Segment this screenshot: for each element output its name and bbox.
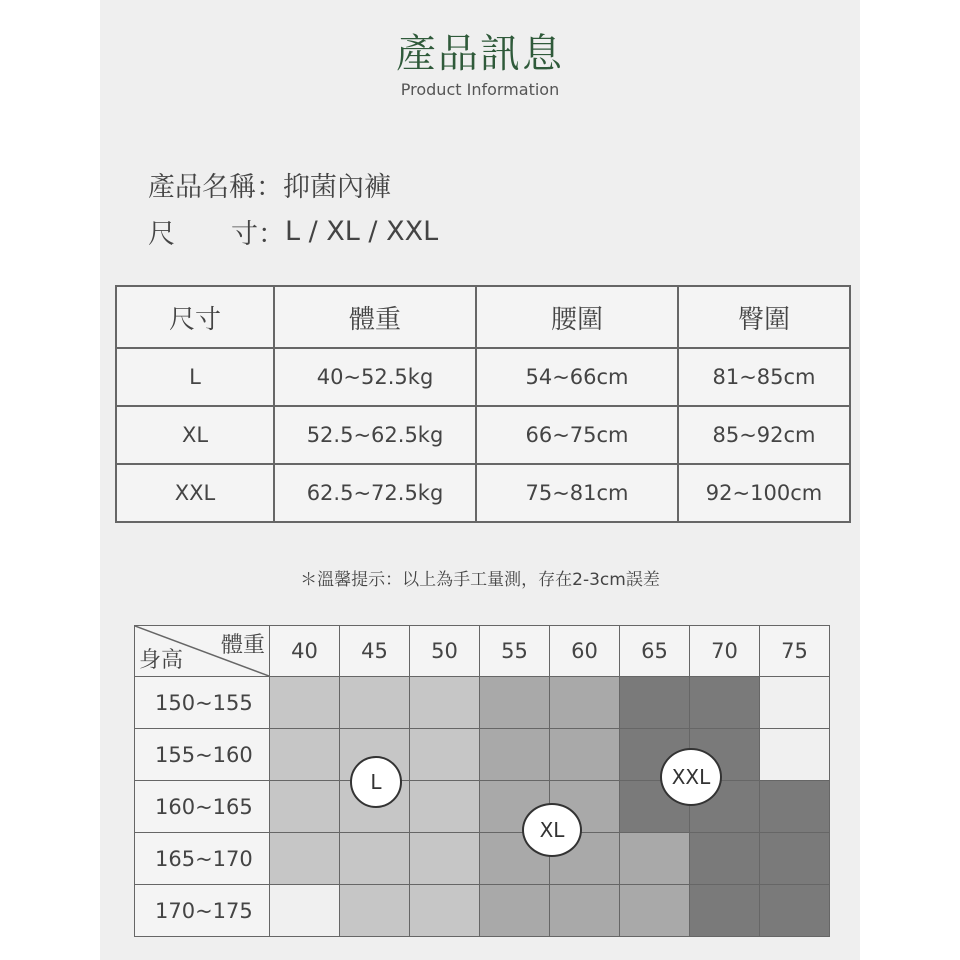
cell-size: XL	[116, 406, 274, 464]
table-row	[116, 464, 850, 522]
grid-header	[135, 626, 830, 677]
height-row-label: 165~170	[135, 833, 270, 885]
grid-cell	[270, 677, 340, 729]
cell-weight: 52.5~62.5kg	[274, 406, 476, 464]
measurement-note: ＊溫馨提示：以上為手工量測，存在2-3cm誤差	[300, 570, 660, 590]
cell-hip: 92~100cm	[678, 464, 850, 522]
grid-corner	[135, 626, 270, 677]
grid-row	[135, 833, 830, 885]
page-title: 產品訊息	[396, 31, 564, 77]
height-row-label: 170~175	[135, 885, 270, 937]
cell-weight: 62.5~72.5kg	[274, 464, 476, 522]
header-weight: 體重	[274, 286, 476, 348]
grid-cell	[760, 781, 830, 833]
grid-cell	[620, 677, 690, 729]
weight-col-header: 55	[480, 626, 550, 677]
cell-weight: 40~52.5kg	[274, 348, 476, 406]
grid-cell	[690, 833, 760, 885]
weight-col-header: 60	[550, 626, 620, 677]
header-size: 尺寸	[116, 286, 274, 348]
grid-cell	[760, 729, 830, 781]
cell-hip: 81~85cm	[678, 348, 850, 406]
weight-col-header: 50	[410, 626, 480, 677]
cell-hip: 85~92cm	[678, 406, 850, 464]
grid-cell	[760, 885, 830, 937]
grid-cell	[550, 729, 620, 781]
product-size-label	[148, 212, 285, 251]
size-badge-xl: XL	[522, 803, 582, 857]
grid-row	[135, 885, 830, 937]
grid-cell	[690, 677, 760, 729]
grid-cell	[410, 677, 480, 729]
grid-cell	[270, 833, 340, 885]
weight-col-header: 65	[620, 626, 690, 677]
grid-cell	[270, 885, 340, 937]
product-size-label-b: 寸：	[231, 219, 285, 250]
corner-height-label: 身高	[139, 648, 184, 673]
size-table-header	[116, 286, 850, 348]
product-name-row	[148, 165, 391, 204]
product-name-value: 抑菌內褲	[283, 172, 391, 203]
grid-row	[135, 729, 830, 781]
cell-waist: 75~81cm	[476, 464, 678, 522]
product-size-row	[148, 212, 438, 251]
header-waist: 腰圍	[476, 286, 678, 348]
grid-cell	[760, 833, 830, 885]
grid-cell	[480, 885, 550, 937]
grid-cell	[410, 833, 480, 885]
size-grid	[134, 625, 830, 937]
page-subtitle: Product Information	[400, 80, 560, 99]
size-table	[115, 285, 851, 523]
grid-cell	[410, 729, 480, 781]
height-row-label: 155~160	[135, 729, 270, 781]
product-size-value: L / XL / XXL	[285, 216, 439, 247]
table-row	[116, 348, 850, 406]
grid-cell	[340, 885, 410, 937]
grid-cell	[270, 781, 340, 833]
grid-cell	[410, 885, 480, 937]
grid-cell	[340, 833, 410, 885]
weight-col-header: 70	[690, 626, 760, 677]
grid-cell	[690, 885, 760, 937]
grid-cell	[760, 677, 830, 729]
grid-row	[135, 677, 830, 729]
product-name-label: 產品名稱：	[148, 172, 283, 203]
cell-waist: 54~66cm	[476, 348, 678, 406]
cell-size: XXL	[116, 464, 274, 522]
cell-size: L	[116, 348, 274, 406]
grid-cell	[550, 885, 620, 937]
product-size-label-a: 尺	[148, 219, 175, 250]
weight-col-header: 45	[340, 626, 410, 677]
grid-cell	[620, 885, 690, 937]
size-badge-l: L	[350, 756, 402, 808]
corner-weight-label: 體重	[220, 633, 265, 658]
grid-cell	[480, 677, 550, 729]
height-row-label: 150~155	[135, 677, 270, 729]
grid-cell	[480, 729, 550, 781]
grid-cell	[620, 833, 690, 885]
grid-cell	[340, 677, 410, 729]
size-badge-xxl: XXL	[660, 748, 722, 806]
header-hip: 臀圍	[678, 286, 850, 348]
grid-cell	[270, 729, 340, 781]
grid-cell	[550, 677, 620, 729]
table-row	[116, 406, 850, 464]
weight-col-header: 75	[760, 626, 830, 677]
cell-waist: 66~75cm	[476, 406, 678, 464]
weight-col-header: 40	[270, 626, 340, 677]
grid-cell	[410, 781, 480, 833]
height-row-label: 160~165	[135, 781, 270, 833]
grid-row	[135, 781, 830, 833]
